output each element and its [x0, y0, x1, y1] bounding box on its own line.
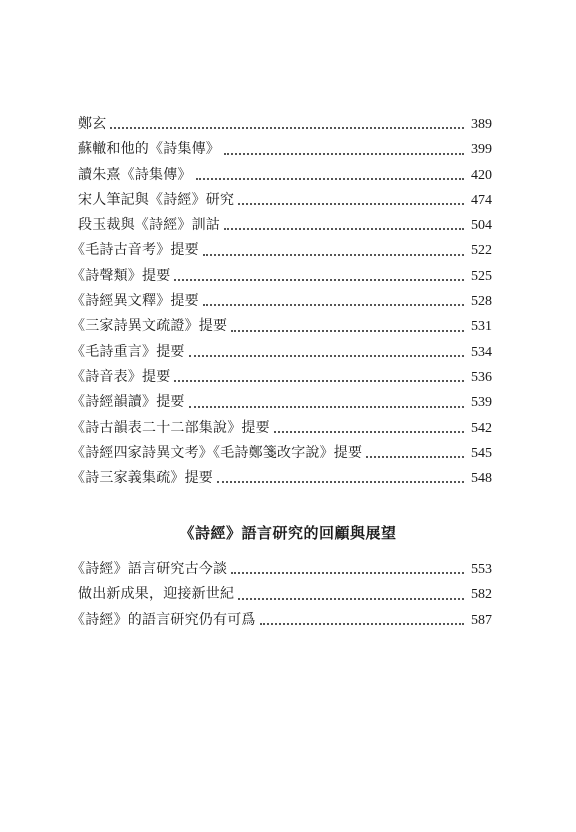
- toc-entry[interactable]: [78, 112, 492, 137]
- toc-entry[interactable]: [78, 163, 492, 188]
- dot-leader: [217, 481, 464, 483]
- dot-leader: [224, 228, 464, 230]
- dot-leader: [238, 203, 464, 205]
- toc-entry[interactable]: [71, 314, 492, 339]
- entry-page-number: 539: [471, 395, 492, 411]
- entry-page-number: 389: [471, 117, 492, 132]
- dot-leader: [203, 254, 464, 256]
- toc-entry[interactable]: [78, 582, 492, 607]
- entry-title: 《詩經異文釋》提要: [71, 293, 199, 310]
- entry-title: 《三家詩異文疏證》提要: [71, 318, 228, 335]
- entry-title: 讀朱熹《詩集傳》: [78, 166, 192, 183]
- dot-leader: [196, 178, 464, 180]
- toc-section-2: [71, 557, 492, 633]
- entry-page-number: 474: [471, 192, 492, 208]
- entry-title: 《詩經》語言研究古今談: [71, 561, 228, 577]
- toc-entry[interactable]: [71, 238, 492, 263]
- entry-title: 做出新成果，迎接新世紀: [78, 586, 235, 603]
- entry-page-number: 504: [471, 218, 492, 234]
- dot-leader: [238, 598, 464, 600]
- toc-entry[interactable]: [71, 340, 492, 365]
- toc-entry[interactable]: [71, 557, 492, 582]
- toc-entry[interactable]: [71, 289, 492, 314]
- dot-leader: [189, 355, 464, 357]
- toc-entry[interactable]: [78, 188, 492, 213]
- toc-entry[interactable]: [71, 390, 492, 415]
- dot-leader: [110, 127, 464, 129]
- section-heading: 《詩經》語言研究的回顧與展望: [179, 524, 397, 542]
- dot-leader: [203, 304, 464, 306]
- toc-entry[interactable]: [71, 441, 492, 466]
- entry-page-number: 525: [471, 268, 492, 284]
- dot-leader: [174, 279, 464, 281]
- dot-leader: [231, 330, 464, 332]
- entry-page-number: 534: [471, 344, 492, 360]
- entry-title: 《詩古韻表二十二部集說》提要: [71, 419, 270, 436]
- entry-page-number: 553: [471, 562, 492, 577]
- entry-page-number: 522: [471, 243, 492, 259]
- entry-page-number: 536: [471, 369, 492, 385]
- toc-entry[interactable]: [71, 608, 492, 633]
- entry-page-number: 542: [471, 420, 492, 436]
- toc-entry[interactable]: [71, 466, 492, 491]
- toc-entry[interactable]: [71, 365, 492, 390]
- entry-page-number: 587: [471, 612, 492, 628]
- entry-title: 《詩經四家詩異文考》《毛詩鄭箋改字說》提要: [71, 444, 363, 461]
- toc-section-1: [71, 112, 492, 491]
- dot-leader: [224, 153, 464, 155]
- entry-title: 鄭玄: [78, 116, 107, 132]
- dot-leader: [174, 380, 464, 382]
- entry-title: 《詩聲類》提要: [71, 267, 171, 284]
- entry-title: 宋人筆記與《詩經》研究: [78, 191, 235, 208]
- entry-title: 《毛詩古音考》提要: [71, 242, 199, 259]
- entry-title: 《詩音表》提要: [71, 368, 171, 385]
- entry-page-number: 582: [471, 587, 492, 603]
- dot-leader: [274, 431, 464, 433]
- entry-title: 《毛詩重言》提要: [71, 343, 185, 360]
- dot-leader: [366, 456, 464, 458]
- toc-entry[interactable]: [71, 264, 492, 289]
- dot-leader: [231, 572, 464, 574]
- toc-entry[interactable]: [78, 137, 492, 162]
- dot-leader: [189, 406, 464, 408]
- toc-entry[interactable]: [78, 213, 492, 238]
- entry-page-number: 548: [471, 471, 492, 487]
- toc-entry[interactable]: [71, 416, 492, 441]
- dot-leader: [260, 623, 464, 625]
- entry-title: 段玉裁與《詩經》訓詁: [78, 217, 220, 234]
- entry-page-number: 528: [471, 294, 492, 310]
- entry-page-number: 420: [471, 167, 492, 183]
- entry-page-number: 545: [471, 445, 492, 461]
- entry-title: 《詩經韻讀》提要: [71, 394, 185, 411]
- entry-title: 《詩三家義集疏》提要: [71, 470, 213, 487]
- entry-page-number: 531: [471, 319, 492, 335]
- entry-title: 蘇轍和他的《詩集傳》: [78, 141, 220, 158]
- entry-page-number: 399: [471, 142, 492, 158]
- entry-title: 《詩經》的語言研究仍有可爲: [71, 611, 256, 628]
